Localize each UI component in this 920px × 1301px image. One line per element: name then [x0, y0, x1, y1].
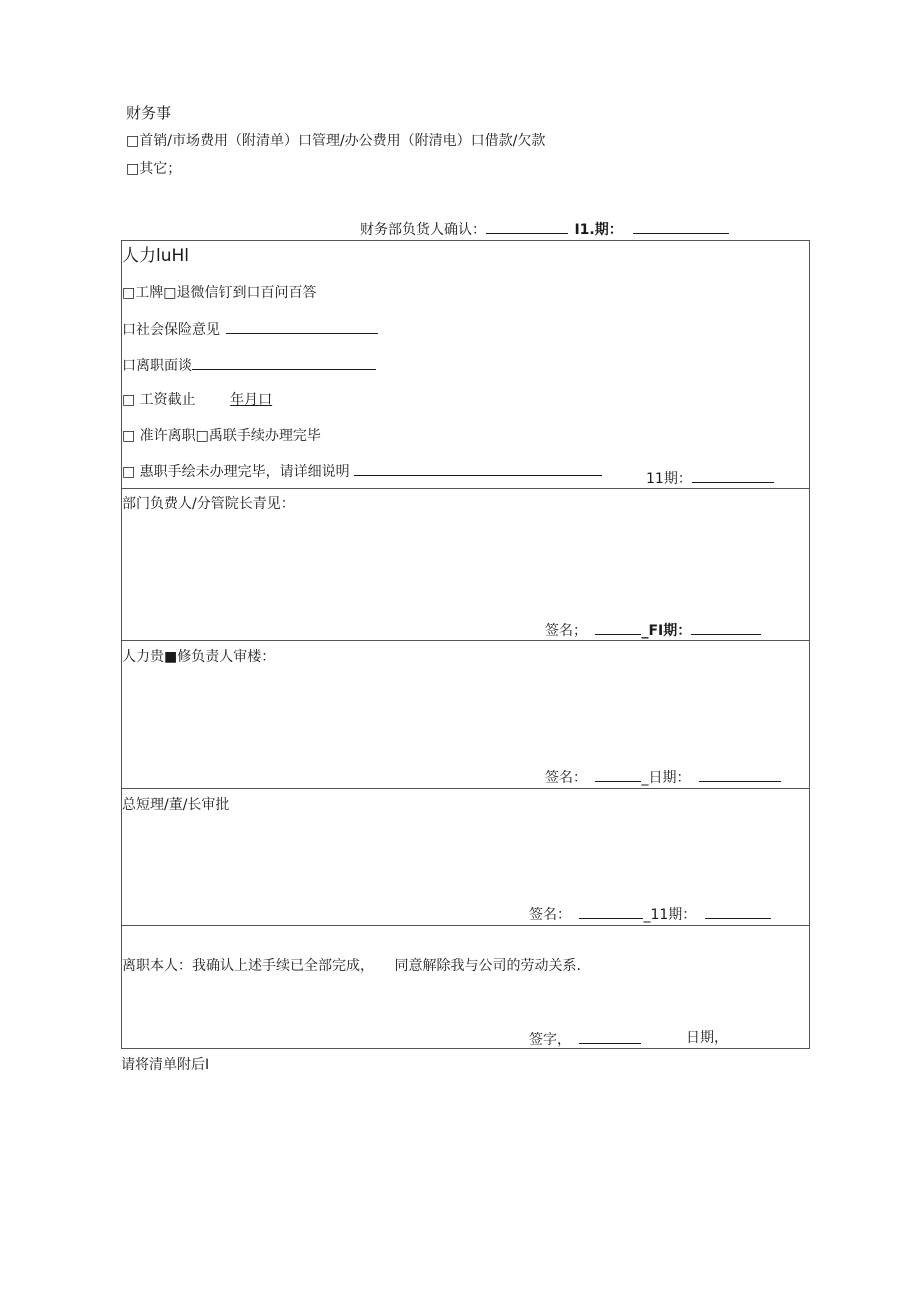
hr-title: 人力luHl [122, 246, 190, 266]
hr-item-salary [122, 393, 272, 407]
gm-sign-label: 签名： [529, 907, 571, 923]
hr-date-label: 11期： [646, 471, 692, 487]
hr-item-interview [122, 357, 376, 373]
dept-section [121, 488, 810, 641]
gm-sign-row [529, 906, 771, 922]
gm-section [121, 789, 810, 926]
gm-signature-blank[interactable] [579, 906, 643, 919]
dept-date-label: _FI期： [641, 623, 692, 639]
hr-item-approve: □ 准许离职□禹联手续办理完毕 [122, 428, 321, 444]
hr-head-title: 人力贵■修负责人审楼： [122, 649, 276, 665]
finance-signature-blank[interactable] [486, 221, 568, 234]
hr-item-badge: □工牌□退微信钉到口百问百答 [122, 285, 317, 301]
dept-sign-label: 签名； [545, 623, 587, 639]
self-date-label: 日期， [686, 1030, 728, 1046]
self-statement-part1: 离职本人：我确认上述手续已全部完成， [122, 958, 374, 974]
self-statement-part2: 同意解除我与公司的劳动关系. [394, 958, 581, 974]
dept-title: 部门负费人/分管院长青见： [122, 496, 295, 512]
hr-item-interview-label: 口离职面谈 [122, 358, 192, 374]
incomplete-explain-blank[interactable] [354, 463, 602, 476]
hr-section [121, 240, 810, 489]
self-signature-blank[interactable] [579, 1031, 641, 1044]
hr-item-incomplete-label: □ 惠职手绘未办理完毕，请详细说明 [122, 464, 350, 480]
hr-head-date-blank[interactable] [699, 769, 781, 782]
self-statement [122, 959, 581, 973]
hr-date-blank[interactable] [692, 470, 774, 483]
dept-signature-blank[interactable] [595, 622, 641, 635]
hr-head-date-label: _日期： [641, 770, 691, 786]
hr-item-insurance [122, 321, 378, 337]
gm-title: 总短理/董/长审批 [122, 797, 230, 813]
finance-confirm-label: 财务部负货人确认： [360, 222, 486, 238]
hr-item-salary-label: □ 工资截止 [122, 392, 196, 408]
finance-confirm-row [360, 221, 729, 237]
finance-date-label: I1.期： [574, 222, 623, 238]
hr-head-section [121, 641, 810, 789]
finance-items-line1: □首销/市场费用（附清单）口管理/办公费用（附清电）口借款/欠款 [126, 133, 546, 149]
salary-date-field[interactable]: 年月口 [230, 392, 273, 408]
insurance-opinion-blank[interactable] [226, 321, 378, 334]
interview-blank[interactable] [192, 357, 376, 370]
hr-item-incomplete [122, 463, 602, 479]
hr-item-insurance-label: 口社会保险意见 [122, 322, 220, 338]
hr-head-signature-blank[interactable] [595, 769, 641, 782]
hr-date-row [646, 470, 774, 486]
finance-items-line2: □其它； [126, 161, 182, 177]
dept-sign-row [545, 622, 761, 638]
gm-date-blank[interactable] [705, 906, 771, 919]
self-section [121, 925, 810, 1049]
dept-date-blank[interactable] [691, 622, 761, 635]
footer-note: 请将清单附后I [121, 1057, 210, 1073]
self-sign-row [529, 1031, 641, 1047]
hr-head-sign-row [545, 769, 781, 785]
gm-date-label: _11期： [643, 907, 697, 923]
hr-head-sign-label: 签名： [545, 770, 587, 786]
self-sign-label: 签字， [529, 1032, 571, 1048]
finance-title: 财务事 [126, 104, 172, 122]
finance-date-blank[interactable] [633, 221, 729, 234]
